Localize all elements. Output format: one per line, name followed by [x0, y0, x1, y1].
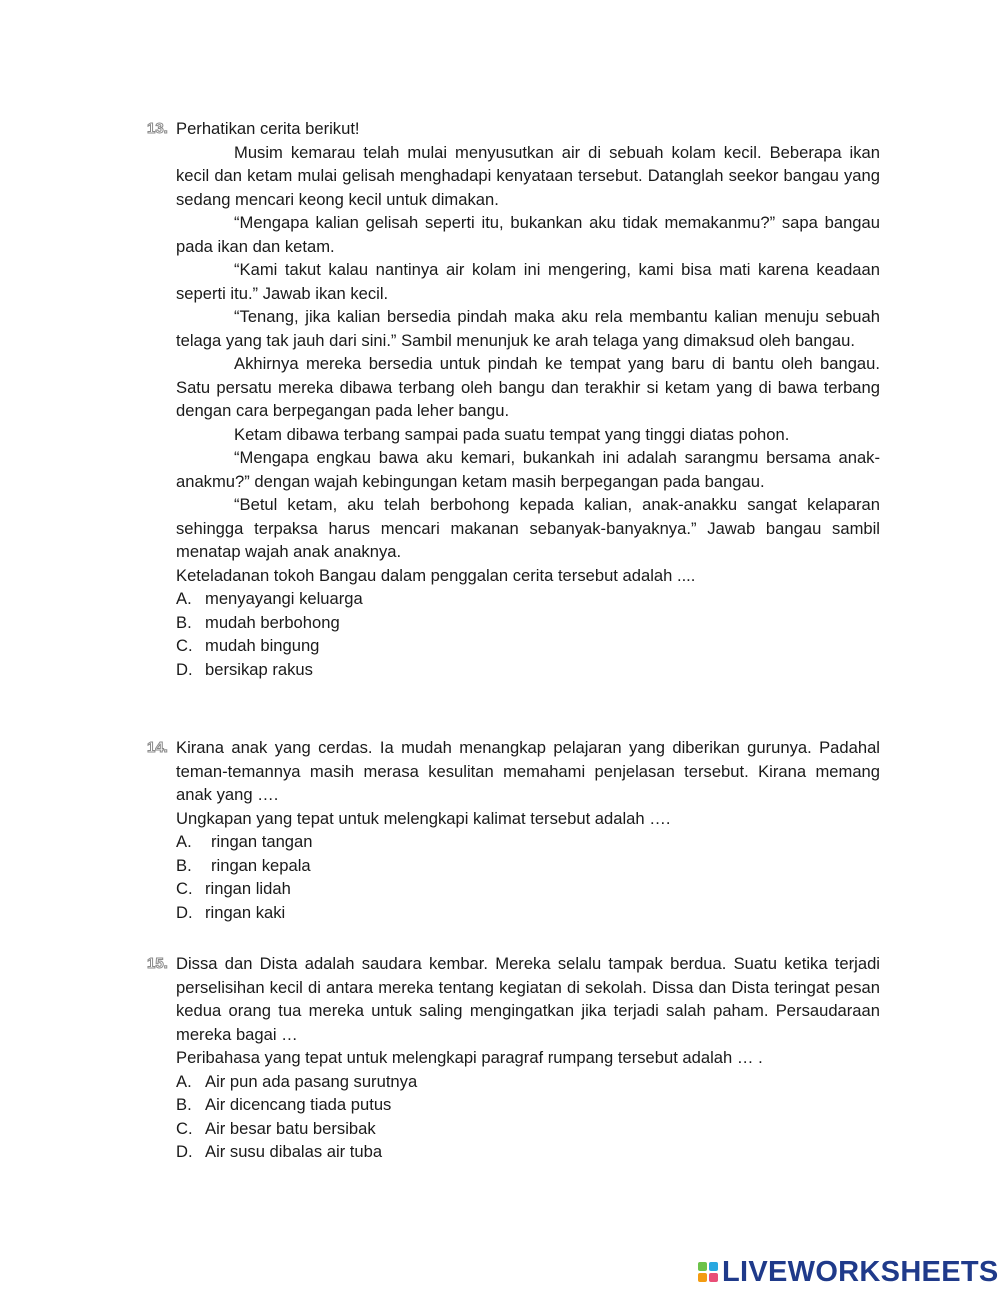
answer-option[interactable] — [176, 877, 880, 901]
option-text: Air dicencang tiada putus — [205, 1095, 392, 1114]
question-prompt: Ungkapan yang tepat untuk melengkapi kalimat tersebut adalah …. — [176, 808, 671, 828]
logo-text: LIVEWORKSHEETS — [722, 1255, 999, 1288]
answer-option[interactable] — [176, 634, 880, 658]
option-text: Air pun ada pasang surutnya — [205, 1071, 418, 1091]
option-letter: D. — [176, 659, 193, 679]
answer-option[interactable] — [176, 658, 880, 682]
logo-block — [698, 1262, 707, 1271]
answer-option[interactable] — [176, 830, 880, 854]
option-text: bersikap rakus — [205, 659, 313, 679]
option-text: Air besar batu bersibak — [205, 1118, 376, 1138]
question-lead: Perhatikan cerita berikut! — [176, 119, 360, 138]
question-15 — [147, 952, 880, 1164]
story-paragraph: “Mengapa kalian gelisah seperti itu, bukankan aku tidak memakanmu?” sapa bangau pada ikan dan ketam. — [176, 213, 880, 256]
question-prompt: Peribahasa yang tepat untuk melengkapi paragraf rumpang tersebut adalah … . — [176, 1048, 763, 1067]
question-number: 14. — [147, 739, 168, 756]
story-paragraph: “Tenang, jika kalian bersedia pindah maka aku rela membantu kalian menuju sebuah telaga yang tak jauh dari sini.” Sambil menunjuk ke arah telaga yang dimaksud oleh bangau. — [176, 307, 880, 350]
option-letter: B. — [176, 1095, 192, 1114]
story-paragraph: Musim kemarau telah mulai menyusutkan air di sebuah kolam kecil. Beberapa ikan kecil dan ketam mulai gelisah menghadapi kenyataan tersebut. Datanglah seekor bangau yang sedang mencari keong kecil untuk dimakan. — [176, 142, 880, 209]
option-letter: D. — [176, 1142, 193, 1161]
answer-option[interactable] — [176, 854, 880, 878]
option-letter: A. — [176, 1071, 192, 1091]
question-stem: Kirana anak yang cerdas. Ia mudah menangkap pelajaran yang diberikan gurunya. Padahal teman-temannya masih merasa kesulitan memahami penjelasan tersebut. Kirana memang anak yang …. — [176, 738, 880, 804]
option-letter: B. — [176, 612, 192, 632]
option-text: mudah berbohong — [205, 612, 340, 632]
answer-option[interactable] — [176, 1070, 880, 1094]
option-letter: B. — [176, 855, 192, 875]
story-paragraph: “Betul ketam, aku telah berbohong kepada kalian, anak-anakku sangat kelaparan sehingga terpaksa harus mencari makanan sebanyak-banyaknya.” Jawab bangau sambil menatap wajah anak anaknya. — [176, 495, 880, 561]
question-14 — [147, 736, 880, 924]
option-letter: C. — [176, 879, 193, 898]
logo-blocks-icon — [698, 1262, 718, 1282]
option-letter: D. — [176, 902, 193, 922]
question-number: 15. — [147, 955, 168, 972]
logo-block — [709, 1273, 718, 1282]
option-letter: A. — [176, 589, 192, 608]
option-text: ringan tangan — [211, 832, 313, 851]
story-paragraph: “Mengapa engkau bawa aku kemari, bukankah ini adalah sarangmu bersama anak-anakmu?” dengan wajah kebingungan ketam masih berpegangan pada bangau. — [176, 448, 880, 491]
question-prompt: Keteladanan tokoh Bangau dalam penggalan cerita tersebut adalah .... — [176, 565, 696, 585]
option-text: ringan kepala — [211, 855, 311, 875]
story-paragraph: Ketam dibawa terbang sampai pada suatu tempat yang tinggi diatas pohon. — [234, 424, 790, 444]
question-stem: Dissa dan Dista adalah saudara kembar. Mereka selalu tampak berdua. Suatu ketika terjadi perselisihan kecil di antara mereka tentang kegiatan di sekolah. Dissa dan Dista teringat pesan kedua orang tua mereka untuk saling mengingatkan jika terjadi salah paham. Persaudaraan mereka bagai … — [176, 954, 880, 1044]
option-text: mudah bingung — [205, 636, 320, 655]
option-letter: A. — [176, 832, 192, 851]
option-letter: C. — [176, 636, 193, 655]
answer-option[interactable] — [176, 901, 880, 925]
answer-option[interactable] — [176, 611, 880, 635]
option-letter: C. — [176, 1118, 193, 1138]
logo-block — [709, 1262, 718, 1271]
option-text: ringan lidah — [205, 879, 291, 898]
question-number: 13. — [147, 120, 168, 137]
option-text: Air susu dibalas air tuba — [205, 1142, 383, 1161]
option-text: ringan kaki — [205, 902, 286, 922]
story-paragraph: “Kami takut kalau nantinya air kolam ini mengering, kami bisa mati karena keadaan seperti itu.” Jawab ikan kecil. — [176, 260, 880, 303]
answer-option[interactable] — [176, 1117, 880, 1141]
option-text: menyayangi keluarga — [205, 589, 363, 608]
liveworksheets-logo — [698, 1257, 999, 1287]
story-paragraph: Akhirnya mereka bersedia untuk pindah ke tempat yang baru di bantu oleh bangau. Satu persatu mereka dibawa terbang oleh bangu dan terakhir si ketam yang di bawa terbang dengan cara berpegangan pada leher bangu. — [176, 354, 880, 420]
answer-option[interactable] — [176, 587, 880, 611]
logo-block — [698, 1273, 707, 1282]
question-13 — [147, 117, 880, 681]
answer-option[interactable] — [176, 1140, 880, 1164]
answer-option[interactable] — [176, 1093, 880, 1117]
